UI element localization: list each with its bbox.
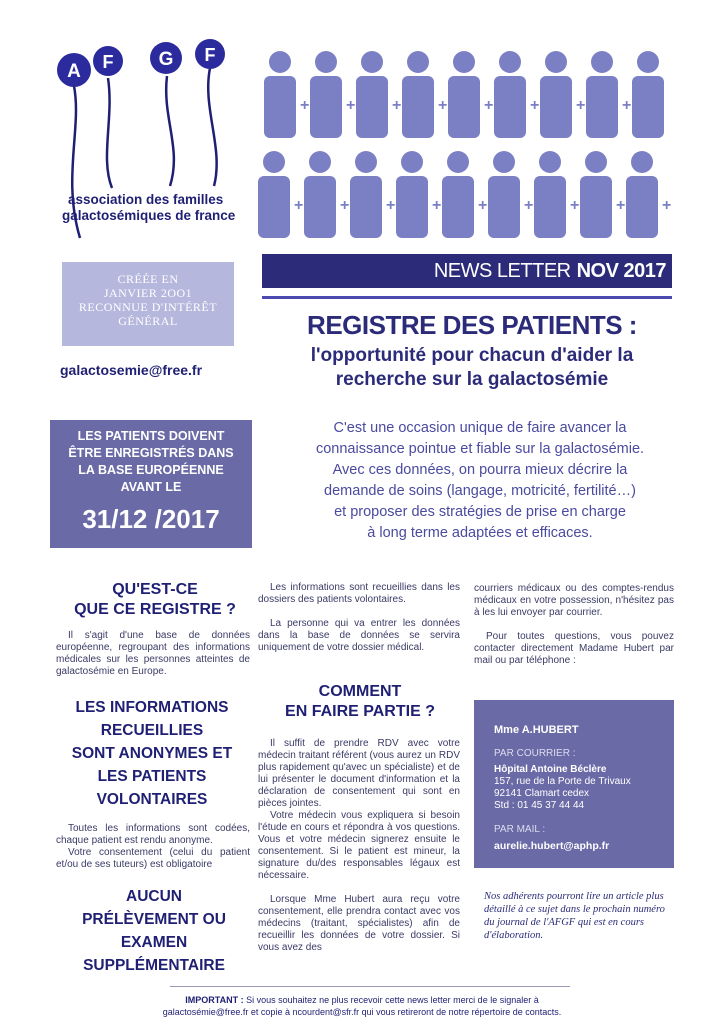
plus-sign: + xyxy=(576,97,586,114)
intro-paragraph xyxy=(280,418,680,544)
contact-box xyxy=(474,700,674,868)
banner-divider xyxy=(262,296,672,299)
person-figure xyxy=(402,51,447,138)
deadline-box xyxy=(50,420,252,548)
plus-sign: + xyxy=(432,197,442,214)
person-figure xyxy=(448,51,493,138)
heading-line: VOLONTAIRES xyxy=(96,791,208,808)
newsletter-label: NEWS LETTER xyxy=(433,260,571,282)
plus-sign: + xyxy=(300,97,310,114)
person-figure xyxy=(632,51,664,138)
hospital-street: 157, rue de la Porte de Trivaux xyxy=(494,776,631,787)
deadline-line: LA BASE EUROPÉENNE xyxy=(78,463,224,477)
person-figure xyxy=(310,51,355,138)
newsletter-date: NOV 2017 xyxy=(576,260,666,282)
footer-line-1 xyxy=(100,994,624,1006)
person-figure xyxy=(304,151,349,238)
person-figure xyxy=(494,51,539,138)
paragraph: Votre médecin vous expliquera si besoin l'étude en cours et répondra à vos questions. Vous et votre médecin signerez ensuite le consentement. Si le patient est mineur, la signature du/des responsables légaux est nécessaire. xyxy=(258,810,460,881)
person-figure xyxy=(626,151,671,238)
founding-badge xyxy=(62,262,234,346)
paragraph: Pour toutes questions, vous pouvez contacter directement Madame Hubert par mail ou par téléphone : xyxy=(474,631,674,666)
paragraph: Les informations sont recueillies dans les dossiers des patients volontaires. xyxy=(258,582,460,605)
heading-line: RECUEILLIES xyxy=(100,722,204,739)
plus-sign: + xyxy=(438,97,448,114)
paragraph: courriers médicaux ou des comptes-rendus médicaux en votre possession, n'hésitez pas à les lui envoyer par courrier. xyxy=(474,583,674,618)
plus-sign: + xyxy=(392,97,402,114)
plus-sign: + xyxy=(524,197,534,214)
badge-line1: CRÉÉE EN xyxy=(117,272,179,286)
paragraph: Il suffit de prendre RDV avec votre médecin traitant référent (vous aurez un RDV plus rapidement qu'avec un spécialiste) et de lui présenter le document d'information et la déclaration de consentement qui sont en pièces jointes. xyxy=(258,738,460,809)
person-figure xyxy=(534,151,579,238)
paragraph: Toutes les informations sont codées, chaque patient est rendu anonyme. xyxy=(56,823,250,846)
deadline-line: AVANT LE xyxy=(120,480,182,494)
deadline-line: ÊTRE ENREGISTRÉS DANS xyxy=(68,446,234,460)
headline xyxy=(262,310,682,392)
paragraph: La personne qui va entrer les données dans la base de données se servira uniquement de votre dossier médical. xyxy=(258,618,460,653)
deadline-date: 31/12 /2017 xyxy=(82,504,220,534)
plus-sign: + xyxy=(294,197,304,214)
headline-subtitle-1: l'opportunité pour chacun d'aider la xyxy=(310,345,634,366)
association-name-line2: galactosémiques de france xyxy=(62,208,236,223)
hospital-name: Hôpital Antoine Béclère xyxy=(494,764,607,775)
heading-line: LES PATIENTS xyxy=(97,768,207,785)
newsletter-banner xyxy=(262,254,672,288)
logo-letter-g: G xyxy=(158,49,174,70)
heading-line: PRÉLÈVEMENT OU xyxy=(82,911,226,928)
intro-line: connaissance pointue et fiable sur la galactosémie. xyxy=(315,441,645,457)
heading-line: SONT ANONYMES ET xyxy=(71,745,233,762)
plus-sign: + xyxy=(386,197,396,214)
person-figure xyxy=(396,151,441,238)
plus-sign: + xyxy=(662,197,672,214)
headline-title: REGISTRE DES PATIENTS : xyxy=(307,310,637,340)
intro-line: C'est une occasion unique de faire avancer la xyxy=(333,420,627,436)
contact-mail[interactable]: aurelie.hubert@aphp.fr xyxy=(494,840,610,852)
paragraph: Lorsque Mme Hubert aura reçu votre consentement, elle prendra contact avec vos médecins (traitant, spécialistes) afin de recueillir les données de votre dossier. Si vous avez des xyxy=(258,894,460,953)
section-heading-how-to-join xyxy=(280,682,440,722)
footer-divider xyxy=(170,986,570,987)
person-figure xyxy=(350,151,395,238)
person-figure xyxy=(442,151,487,238)
intro-line: et proposer des stratégies de prise en charge xyxy=(334,504,626,520)
person-figure xyxy=(586,51,631,138)
section-heading-no-sampling xyxy=(56,885,252,977)
heading-line: QUE CE REGISTRE ? xyxy=(74,601,236,618)
footer xyxy=(100,994,624,1018)
afgf-logo xyxy=(52,38,252,258)
hospital-phone: Std : 01 45 37 44 44 xyxy=(494,800,585,811)
heading-line: SUPPLÉMENTAIRE xyxy=(83,957,225,974)
intro-line: à long terme adaptées et efficaces. xyxy=(367,525,593,541)
logo-letter-f1: F xyxy=(102,52,114,72)
post-label: PAR COURRIER : xyxy=(494,748,576,759)
person-figure xyxy=(264,51,309,138)
plus-sign: + xyxy=(622,97,632,114)
association-name-line1: association des familles xyxy=(68,192,224,207)
plus-sign: + xyxy=(484,97,494,114)
registry-description: Il s'agit d'une base de données européenne, regroupant des informations médicales sur les personnes atteintes de galactosémie en Europe. xyxy=(56,630,250,677)
person-figure xyxy=(580,151,625,238)
heading-line: AUCUN xyxy=(126,888,182,905)
plus-sign: + xyxy=(346,97,356,114)
plus-sign: + xyxy=(570,197,580,214)
badge-line3: RECONNUE D'INTÉRÊT xyxy=(78,300,218,314)
anonymous-description xyxy=(56,823,250,871)
heading-line: LES INFORMATIONS xyxy=(75,699,229,716)
logo-letter-a: A xyxy=(67,61,81,82)
headline-subtitle-2: recherche sur la galactosémie xyxy=(335,369,609,390)
heading-line: COMMENT xyxy=(318,683,402,700)
heading-line: EN FAIRE PARTIE ? xyxy=(285,703,435,720)
intro-line: Avec ces données, on pourra mieux décrire la xyxy=(332,462,628,478)
logo-letter-f2: F xyxy=(204,45,216,65)
plus-sign: + xyxy=(616,197,626,214)
plus-sign: + xyxy=(530,97,540,114)
plus-sign: + xyxy=(478,197,488,214)
members-note: Nos adhérents pourront lire un article plus détaillé à ce sujet dans le prochain numéro du journal de l'AFGF qui est en cours d'élaboration. xyxy=(484,891,665,941)
paragraph: Votre consentement (celui du patient et/ou de ses tuteurs) est obligatoire xyxy=(56,847,250,870)
plus-sign: + xyxy=(340,197,350,214)
footer-text-1: Si vous souhaitez ne plus recevoir cette news letter merci de le signaler à xyxy=(243,995,539,1005)
join-instructions xyxy=(258,738,460,954)
person-figure xyxy=(258,151,303,238)
mail-label: PAR MAIL : xyxy=(494,824,546,835)
intro-line: demande de soins (langage, motricité, fertilité…) xyxy=(324,483,636,499)
badge-line4: GÉNÉRAL xyxy=(118,314,178,328)
person-figure xyxy=(356,51,401,138)
people-illustration xyxy=(258,38,678,250)
contact-name: Mme A.HUBERT xyxy=(494,724,579,736)
contact-email[interactable]: galactosemie@free.fr xyxy=(60,362,203,378)
logo-balloons xyxy=(52,38,252,258)
badge-line2: JANVIER 2OO1 xyxy=(103,286,193,300)
footer-line-2: galactosémie@free.fr et copie à ncourdent@sfr.fr qui vous retireront de notre répertoire de contacts. xyxy=(162,1007,562,1017)
person-figure xyxy=(540,51,585,138)
collection-info xyxy=(258,582,460,654)
section-heading-anonymous xyxy=(48,696,256,811)
hospital-city: 92141 Clamart cedex xyxy=(494,788,590,799)
section-heading-registry xyxy=(60,580,250,620)
deadline-line: LES PATIENTS DOIVENT xyxy=(77,429,225,443)
heading-line: QU'EST-CE xyxy=(112,581,198,598)
contact-intro xyxy=(474,583,674,667)
heading-line: EXAMEN xyxy=(120,934,188,951)
footer-important: IMPORTANT : xyxy=(185,995,244,1005)
person-figure xyxy=(488,151,533,238)
